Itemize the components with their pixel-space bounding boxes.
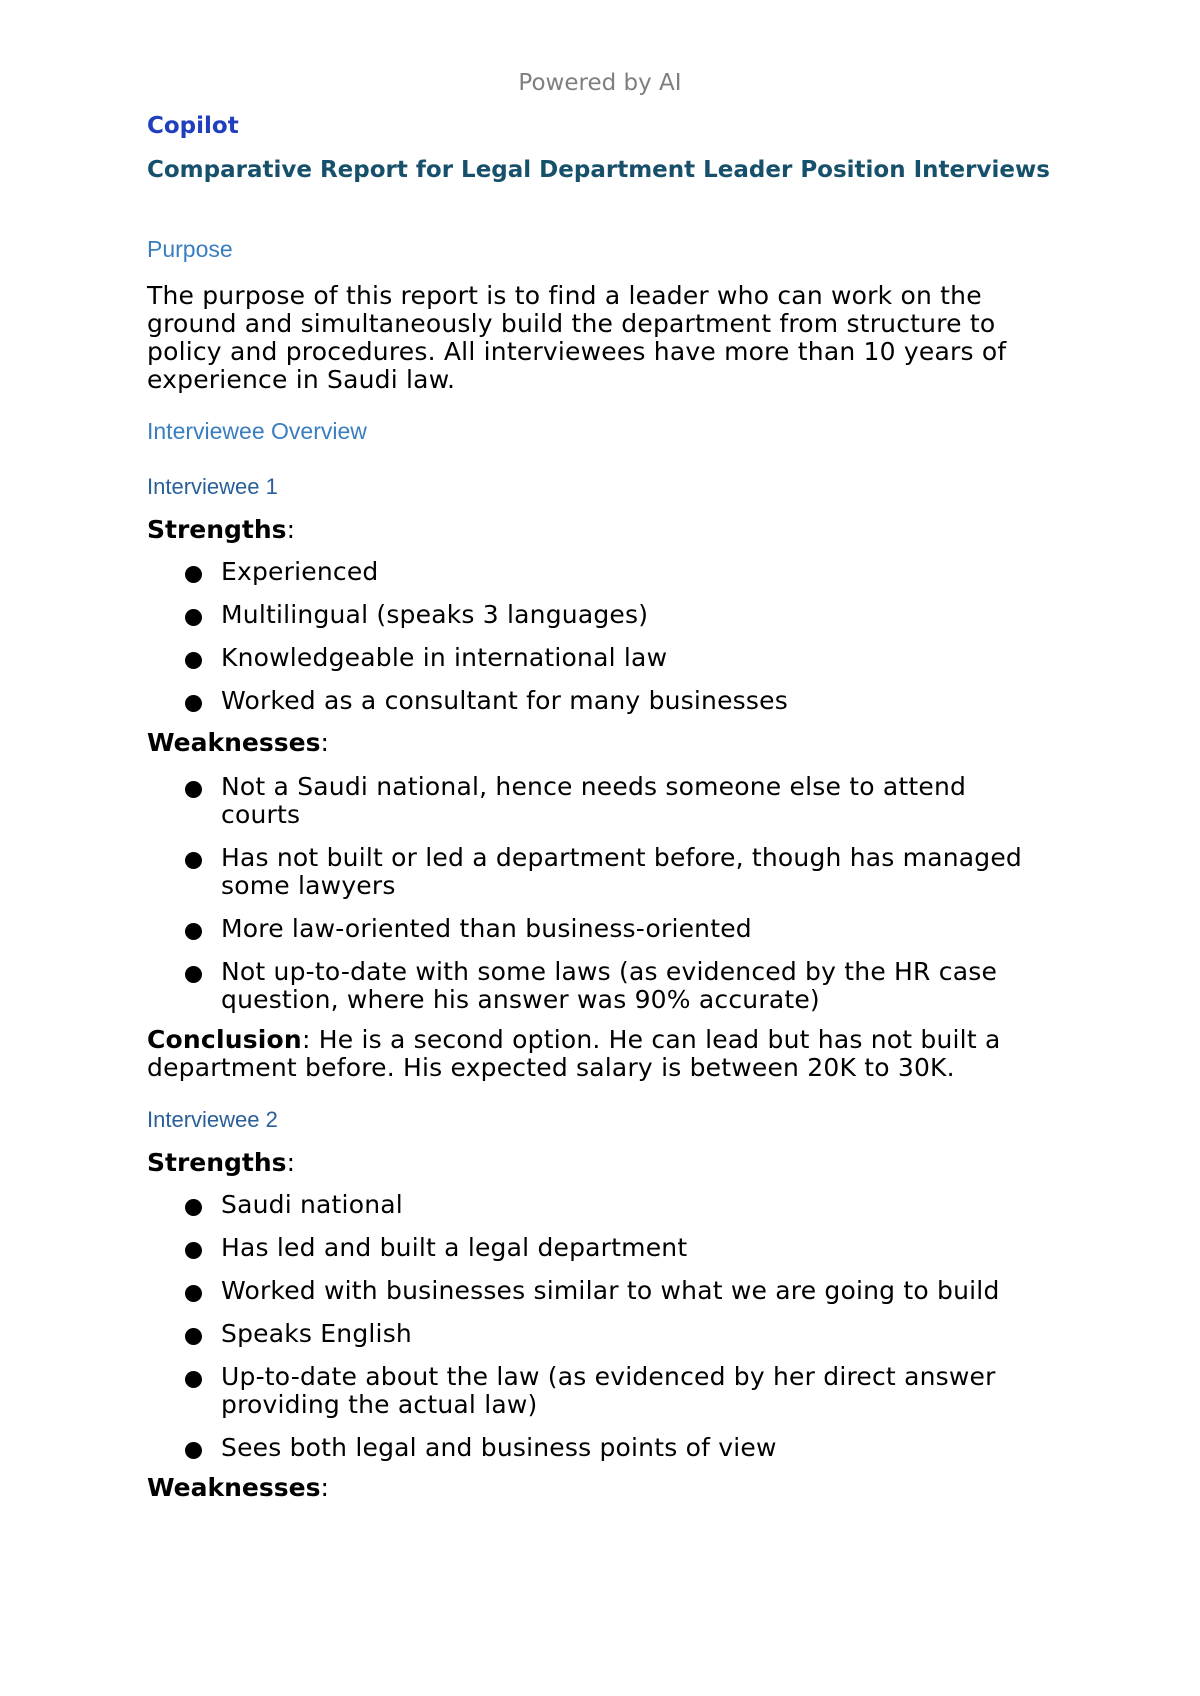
interviewee-2-strengths-list (185, 1191, 1035, 1477)
interviewee-1-weaknesses-list (185, 773, 1035, 1029)
bullet-icon (185, 923, 202, 940)
powered-by-label: Powered by AI (518, 70, 682, 96)
interviewee-1-heading: Interviewee 1 (147, 474, 278, 499)
list-item: Speaks English (185, 1320, 1035, 1348)
bullet-icon (185, 609, 202, 626)
list-item: Worked with businesses similar to what we are going to build (185, 1277, 1035, 1305)
interviewee-1-weaknesses-label: Weaknesses: (147, 728, 329, 757)
report-title: Comparative Report for Legal Department Leader Position Interviews (147, 157, 1050, 183)
bullet-icon (185, 1242, 202, 1259)
list-item: Has led and built a legal department (185, 1234, 1035, 1262)
bullet-icon (185, 1328, 202, 1345)
purpose-heading: Purpose (147, 236, 233, 262)
list-item: More law-oriented than business-oriented (185, 915, 1035, 943)
overview-heading: Interviewee Overview (147, 418, 367, 444)
list-item: Not a Saudi national, hence needs someone else to attend courts (185, 773, 1035, 829)
interviewee-1-strengths-list (185, 558, 1035, 730)
bullet-icon (185, 1442, 202, 1459)
bullet-icon (185, 852, 202, 869)
interviewee-2-strengths-label: Strengths: (147, 1148, 296, 1177)
list-item: Multilingual (speaks 3 languages) (185, 601, 1035, 629)
bullet-icon (185, 1285, 202, 1302)
interviewee-1-strengths-label: Strengths: (147, 515, 296, 544)
bullet-icon (185, 781, 202, 798)
bullet-icon (185, 566, 202, 583)
list-item: Worked as a consultant for many businesses (185, 687, 1035, 715)
interviewee-2-weaknesses-label: Weaknesses: (147, 1473, 329, 1502)
list-item: Up-to-date about the law (as evidenced by her direct answer providing the actual law) (185, 1363, 1035, 1419)
list-item: Has not built or led a department before, though has managed some lawyers (185, 844, 1035, 900)
list-item: Sees both legal and business points of view (185, 1434, 1035, 1462)
list-item: Knowledgeable in international law (185, 644, 1035, 672)
list-item: Not up-to-date with some laws (as evidenced by the HR case question, where his answer was 90% accurate) (185, 958, 1035, 1014)
interviewee-2-heading: Interviewee 2 (147, 1107, 278, 1132)
bullet-icon (185, 695, 202, 712)
bullet-icon (185, 652, 202, 669)
purpose-paragraph: The purpose of this report is to find a leader who can work on the ground and simultaneously build the department from structure to policy and procedures. All interviewees have more than 10 years of experience in Saudi law. (147, 281, 1007, 394)
list-item: Saudi national (185, 1191, 1035, 1219)
interviewee-1-conclusion: Conclusion: He is a second option. He can lead but has not built a department before. His expected salary is between 20K to 30K. (147, 1025, 1001, 1082)
bullet-icon (185, 966, 202, 983)
bullet-icon (185, 1371, 202, 1388)
brand-label: Copilot (147, 113, 239, 139)
list-item: Experienced (185, 558, 1035, 586)
bullet-icon (185, 1199, 202, 1216)
